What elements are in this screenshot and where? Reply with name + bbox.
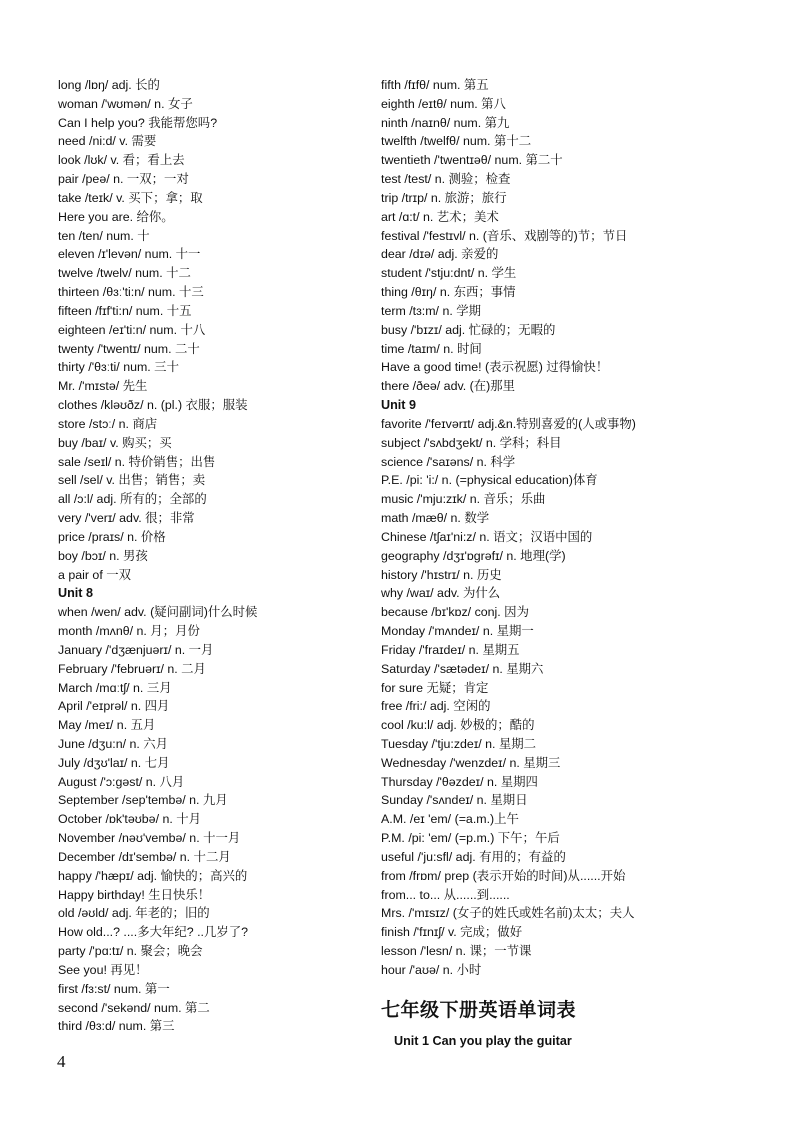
word-entry: Wednesday /'wenzdeɪ/ n. 星期三 [381, 755, 561, 770]
word-entry: May /meɪ/ n. 五月 [58, 718, 156, 733]
word-entry: art /ɑ:t/ n. 艺术；美术 [381, 209, 499, 224]
word-entry: Chinese /tʃaɪ'ni:z/ n. 语文；汉语中国的 [381, 529, 593, 544]
word-entry: second /'sekənd/ num. 第二 [58, 1000, 210, 1015]
word-entry: Saturday /'sætədeɪ/ n. 星期六 [381, 661, 544, 676]
word-entry: price /praɪs/ n. 价格 [58, 529, 166, 544]
word-entry: woman /'wʊmən/ n. 女子 [58, 96, 193, 111]
word-entry: December /dɪ'sembə/ n. 十二月 [58, 849, 231, 864]
word-entry: thirteen /θɜː'ti:n/ num. 十三 [58, 285, 204, 300]
word-entry: for sure 无疑；肯定 [381, 680, 489, 695]
word-entry: from... to... 从......到...... [381, 887, 510, 902]
word-entry: dear /dɪə/ adj. 亲爱的 [381, 247, 499, 262]
word-entry: subject /'sʌbdʒekt/ n. 学科；科目 [381, 435, 562, 450]
word-entry: ninth /naɪnθ/ num. 第九 [381, 115, 510, 130]
word-entry: geography /dʒɪ'ɒgrəfɪ/ n. 地理(学) [381, 548, 566, 563]
word-entry: Can I help you? 我能帮您吗? [58, 115, 218, 130]
word-entry: math /mæθ/ n. 数学 [381, 511, 490, 526]
word-entry: sell /sel/ v. 出售；销售；卖 [58, 473, 206, 488]
word-entry: Sunday /'sʌndeɪ/ n. 星期日 [381, 793, 528, 808]
section-title: 七年级下册英语单词表 [381, 999, 577, 1021]
word-entry: September /sep'tembə/ n. 九月 [58, 793, 228, 808]
word-entry: a pair of 一双 [58, 567, 131, 582]
word-entry: test /test/ n. 测验；检查 [381, 172, 511, 187]
word-entry: How old...? ....多大年纪? ..几岁了? [58, 925, 249, 940]
word-entry: thing /θɪŋ/ n. 东西；事情 [381, 285, 516, 300]
word-entry: from /frɒm/ prep (表示开始的时间)从......开始 [381, 868, 626, 883]
word-entry: clothes /kləʊðz/ n. (pl.) 衣服；服装 [58, 398, 248, 413]
word-entry: thirty /'θɜːti/ num. 三十 [58, 360, 179, 375]
word-entry: lesson /'lesn/ n. 课；一节课 [381, 944, 532, 959]
word-entry: there /ðeə/ adv. (在)那里 [381, 379, 516, 394]
right-word-column [381, 76, 761, 1052]
word-entry: busy /'bɪzɪ/ adj. 忙碌的；无暇的 [381, 322, 556, 337]
word-entry: history /'hɪstrɪ/ n. 历史 [381, 567, 502, 582]
word-entry: because /bɪ'kɒz/ conj. 因为 [381, 605, 529, 620]
word-entry: look /lʊk/ v. 看；看上去 [58, 153, 185, 168]
word-entry: music /'mju:zɪk/ n. 音乐；乐曲 [381, 492, 546, 507]
word-entry: See you! 再见！ [58, 962, 148, 977]
word-entry: old /əʊld/ adj. 年老的；旧的 [58, 906, 210, 921]
page-number: 4 [57, 1052, 66, 1071]
word-entry: finish /'fɪnɪʃ/ v. 完成；做好 [381, 925, 523, 940]
word-entry: festival /'festɪvl/ n. (音乐、戏剧等的)节；节日 [381, 228, 628, 243]
word-entry: third /θɜ:d/ num. 第三 [58, 1019, 175, 1034]
word-entry: favorite /'feɪvərɪt/ adj.&n.特别喜爱的(人或事物) [381, 416, 636, 431]
word-entry: eighth /eɪtθ/ num. 第八 [381, 96, 506, 111]
word-entry: January /'dʒænjuərɪ/ n. 一月 [58, 642, 214, 657]
word-entry: useful /'ju:sfl/ adj. 有用的；有益的 [381, 849, 566, 864]
word-entry: February /'februərɪ/ n. 二月 [58, 661, 206, 676]
word-entry: Here you are. 给你。 [58, 209, 174, 224]
word-entry: long /lɒŋ/ adj. 长的 [58, 78, 160, 92]
word-entry: Mr. /'mɪstə/ 先生 [58, 379, 148, 394]
word-entry: ten /ten/ num. 十 [58, 228, 150, 243]
word-entry: science /'saɪəns/ n. 科学 [381, 454, 516, 469]
word-entry: twenty /'twentɪ/ num. 二十 [58, 341, 200, 356]
word-entry: hour /'aʊə/ n. 小时 [381, 962, 482, 977]
word-entry: term /tɜ:m/ n. 学期 [381, 303, 481, 318]
word-entry: Mrs. /'mɪsɪz/ (女子的姓氏或姓名前)太太；夫人 [381, 906, 635, 921]
word-entry: P.E. /pi: 'i:/ n. (=physical education)体育 [381, 473, 598, 488]
word-entry: Monday /'mʌndeɪ/ n. 星期一 [381, 624, 534, 639]
word-entry: why /waɪ/ adv. 为什么 [381, 586, 501, 601]
word-entry: eleven /ɪ'levən/ num. 十一 [58, 247, 201, 262]
unit-label: Unit 8 [58, 586, 93, 601]
word-entry: twentieth /'twentɪəθ/ num. 第二十 [381, 153, 563, 168]
word-entry: Tuesday /'tju:zdeɪ/ n. 星期二 [381, 736, 537, 751]
word-entry: need /ni:d/ v. 需要 [58, 134, 157, 149]
word-entry: pair /peə/ n. 一双；一对 [58, 172, 189, 187]
word-entry: boy /bɔɪ/ n. 男孩 [58, 548, 148, 563]
word-entry: twelve /twelv/ num. 十二 [58, 266, 191, 281]
word-entry: first /fɜ:st/ num. 第一 [58, 981, 170, 996]
word-entry: time /taɪm/ n. 时间 [381, 341, 482, 356]
word-entry: Have a good time! (表示祝愿) 过得愉快！ [381, 360, 609, 375]
word-entry: A.M. /eɪ 'em/ (=a.m.)上午 [381, 812, 519, 827]
word-entry: happy /'hæpɪ/ adj. 愉快的；高兴的 [58, 868, 248, 883]
word-entry: November /nəʊ'vembə/ n. 十一月 [58, 831, 241, 846]
unit-label: Unit 9 [381, 398, 416, 413]
word-entry: sale /seɪl/ n. 特价销售；出售 [58, 454, 216, 469]
word-entry: free /fri:/ adj. 空闲的 [381, 699, 491, 714]
word-entry: August /'ɔ:gəst/ n. 八月 [58, 774, 185, 789]
word-entry: when /wen/ adv. (疑问副词)什么时候 [58, 605, 258, 620]
word-entry: March /mɑːtʃ/ n. 三月 [58, 680, 172, 695]
word-entry: trip /trɪp/ n. 旅游；旅行 [381, 190, 507, 205]
word-entry: Thursday /'θəzdeɪ/ n. 星期四 [381, 774, 538, 789]
word-entry: Happy birthday! 生日快乐！ [58, 887, 211, 902]
word-entry: month /mʌnθ/ n. 月；月份 [58, 624, 200, 639]
word-entry: April /'eɪprəl/ n. 四月 [58, 699, 170, 714]
word-entry: student /'stju:dnt/ n. 学生 [381, 266, 517, 281]
word-entry: all /ɔ:l/ adj. 所有的；全部的 [58, 492, 207, 507]
word-entry: eighteen /eɪ'ti:n/ num. 十八 [58, 322, 206, 337]
word-entry: fifteen /fɪf'ti:n/ num. 十五 [58, 303, 192, 318]
word-entry: fifth /fɪfθ/ num. 第五 [381, 78, 489, 92]
word-entry: buy /baɪ/ v. 购买；买 [58, 435, 172, 450]
unit-heading: Unit 1 Can you play the guitar [394, 1033, 572, 1048]
word-entry: twelfth /twelfθ/ num. 第十二 [381, 134, 532, 149]
word-entry: P.M. /pi: 'em/ (=p.m.) 下午；午后 [381, 831, 560, 846]
word-entry: very /'verɪ/ adv. 很；非常 [58, 511, 195, 526]
word-entry: party /'pɑ:tɪ/ n. 聚会；晚会 [58, 944, 203, 959]
left-word-column [58, 76, 358, 1036]
word-entry: October /ɒk'təʊbə/ n. 十月 [58, 812, 202, 827]
word-entry: Friday /'fraɪdeɪ/ n. 星期五 [381, 642, 520, 657]
word-entry: cool /ku:l/ adj. 妙极的；酷的 [381, 718, 535, 733]
word-entry: June /dʒu:n/ n. 六月 [58, 736, 169, 751]
word-entry: take /teɪk/ v. 买下；拿；取 [58, 190, 203, 205]
word-entry: store /stɔː/ n. 商店 [58, 416, 158, 431]
word-entry: July /dʒʊ'laɪ/ n. 七月 [58, 755, 170, 770]
